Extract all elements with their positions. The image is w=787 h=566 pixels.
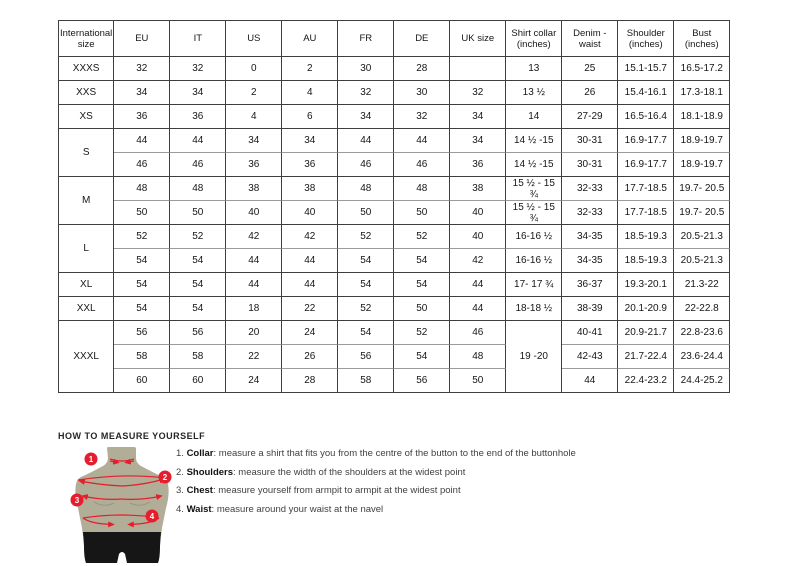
- column-header: DE: [394, 21, 450, 56]
- size-cell: 19.7- 20.5: [674, 200, 730, 224]
- measurement-figure: [58, 446, 188, 566]
- size-cell: 16.5-17.2: [674, 56, 730, 80]
- measure-badge-1: [85, 453, 98, 466]
- size-cell: 26: [562, 80, 618, 104]
- size-cell: 50: [338, 200, 394, 224]
- size-cell: 38: [226, 176, 282, 200]
- size-cell: 44: [450, 272, 506, 296]
- size-cell: 26: [282, 344, 338, 368]
- size-cell: 16.9-17.7: [618, 128, 674, 152]
- size-cell: 0: [226, 56, 282, 80]
- svg-text:4: 4: [149, 512, 155, 521]
- size-cell: 22-22.8: [674, 296, 730, 320]
- size-cell: 42: [226, 224, 282, 248]
- column-header: US: [226, 21, 282, 56]
- measure-item-text: : measure yourself from armpit to armpit at the widest point: [212, 485, 461, 496]
- size-cell: 4: [282, 80, 338, 104]
- measure-badge-2: [159, 471, 172, 484]
- measure-item-number: 1.: [176, 448, 187, 459]
- size-cell: 58: [114, 344, 170, 368]
- size-cell: 44: [338, 128, 394, 152]
- column-header: Shirt collar (inches): [506, 21, 562, 56]
- size-cell: 25: [562, 56, 618, 80]
- size-cell: 44: [282, 248, 338, 272]
- size-cell: 52: [338, 224, 394, 248]
- size-cell: 42-43: [562, 344, 618, 368]
- size-cell: 52: [114, 224, 170, 248]
- column-header: IT: [170, 21, 226, 56]
- measure-badge-3: [71, 494, 84, 507]
- size-cell: 54: [170, 248, 226, 272]
- size-cell: 22.8-23.6: [674, 320, 730, 344]
- size-cell: L: [59, 224, 114, 272]
- size-cell: 56: [338, 344, 394, 368]
- size-cell: 60: [170, 368, 226, 392]
- size-cell: 24: [282, 320, 338, 344]
- size-cell: 54: [338, 248, 394, 272]
- size-cell: 32: [394, 104, 450, 128]
- size-cell: 32: [338, 80, 394, 104]
- size-cell: 38: [450, 176, 506, 200]
- column-header: UK size: [450, 21, 506, 56]
- size-cell: 22.4-23.2: [618, 368, 674, 392]
- size-cell: [450, 56, 506, 80]
- size-cell: 44: [170, 128, 226, 152]
- measure-item-text: : measure a shirt that fits you from the centre of the button to the end of the buttonhole: [213, 448, 576, 459]
- size-cell: 21.7-22.4: [618, 344, 674, 368]
- measure-badge-4: [146, 510, 159, 523]
- column-header: EU: [114, 21, 170, 56]
- size-cell: 34: [450, 104, 506, 128]
- torso-illustration: [58, 446, 188, 566]
- size-cell: 2: [226, 80, 282, 104]
- size-cell: 18.5-19.3: [618, 248, 674, 272]
- size-cell: 44: [114, 128, 170, 152]
- size-cell: 27-29: [562, 104, 618, 128]
- svg-text:2: 2: [162, 473, 168, 482]
- size-cell: 58: [170, 344, 226, 368]
- size-cell: XXS: [59, 80, 114, 104]
- size-cell: 44: [394, 128, 450, 152]
- size-cell: 6: [282, 104, 338, 128]
- size-cell: 2: [282, 56, 338, 80]
- size-cell: 40: [450, 224, 506, 248]
- size-cell: 58: [338, 368, 394, 392]
- size-cell: 54: [394, 272, 450, 296]
- measure-item-number: 2.: [176, 466, 187, 478]
- size-cell: 4: [226, 104, 282, 128]
- size-cell: 44: [450, 296, 506, 320]
- measure-item-text: : measure around your waist at the navel: [211, 503, 384, 515]
- size-cell: 19.3-20.1: [618, 272, 674, 296]
- size-cell: 38: [282, 176, 338, 200]
- size-cell: 28: [282, 368, 338, 392]
- size-cell: 34: [338, 104, 394, 128]
- measure-item-number: 3.: [176, 485, 187, 496]
- size-cell: 54: [170, 296, 226, 320]
- size-cell: 13: [506, 56, 562, 80]
- size-chart-body: [59, 56, 730, 392]
- size-cell: 36: [226, 152, 282, 176]
- shorts-shape: [83, 532, 161, 563]
- size-cell: 48: [450, 344, 506, 368]
- size-cell: 14 ½ -15: [506, 128, 562, 152]
- size-cell: 52: [338, 296, 394, 320]
- size-cell: 34: [282, 128, 338, 152]
- svg-text:3: 3: [74, 496, 80, 505]
- column-header: FR: [338, 21, 394, 56]
- size-cell: 32: [170, 56, 226, 80]
- size-cell: 42: [282, 224, 338, 248]
- measure-item-shoulders: [176, 467, 656, 479]
- size-cell: 15.4-16.1: [618, 80, 674, 104]
- measure-instructions-list: [176, 448, 656, 522]
- size-cell: 32: [114, 56, 170, 80]
- size-cell: 17.7-18.5: [618, 200, 674, 224]
- size-cell: 50: [394, 296, 450, 320]
- size-cell: 17.3-18.1: [674, 80, 730, 104]
- size-cell: 44: [226, 272, 282, 296]
- size-cell: 38-39: [562, 296, 618, 320]
- size-cell: 16.5-16.4: [618, 104, 674, 128]
- size-cell: 18.5-19.3: [618, 224, 674, 248]
- size-cell: 20.5-21.3: [674, 224, 730, 248]
- size-cell: 34-35: [562, 224, 618, 248]
- column-header: Denim - waist: [562, 21, 618, 56]
- size-cell: 48: [338, 176, 394, 200]
- size-cell: 54: [114, 248, 170, 272]
- size-cell: XXXS: [59, 56, 114, 80]
- size-cell: 14: [506, 104, 562, 128]
- size-cell: M: [59, 176, 114, 224]
- size-cell: 40: [282, 200, 338, 224]
- size-cell: 16-16 ½: [506, 248, 562, 272]
- size-cell: 15 ½ - 15 ¾: [506, 200, 562, 224]
- size-cell: 50: [450, 368, 506, 392]
- size-cell: 18: [226, 296, 282, 320]
- size-cell: 36: [114, 104, 170, 128]
- size-cell: 24: [226, 368, 282, 392]
- size-cell: 52: [394, 224, 450, 248]
- measure-item-chest: [176, 485, 656, 497]
- size-cell: S: [59, 128, 114, 176]
- size-cell: 44: [282, 272, 338, 296]
- measure-item-collar: [176, 448, 656, 460]
- size-cell: 18.9-19.7: [674, 128, 730, 152]
- size-cell: 30: [394, 80, 450, 104]
- size-cell: 32-33: [562, 176, 618, 200]
- size-cell: 14 ½ -15: [506, 152, 562, 176]
- size-cell: 22: [282, 296, 338, 320]
- size-cell: 60: [114, 368, 170, 392]
- size-cell: 24.4-25.2: [674, 368, 730, 392]
- size-cell: 34-35: [562, 248, 618, 272]
- measure-item-term: Chest: [186, 485, 213, 496]
- size-cell: 13 ½: [506, 80, 562, 104]
- measure-section-title: HOW TO MEASURE YOURSELF: [58, 431, 206, 441]
- size-cell: 32: [450, 80, 506, 104]
- size-cell: 17.7-18.5: [618, 176, 674, 200]
- size-cell: 40-41: [562, 320, 618, 344]
- size-cell: 54: [338, 320, 394, 344]
- measure-item-waist: [176, 504, 656, 516]
- size-cell: 54: [394, 344, 450, 368]
- size-cell: 46: [394, 152, 450, 176]
- size-cell: 19 -20: [506, 320, 562, 392]
- size-cell: 34: [450, 128, 506, 152]
- size-cell: 20.5-21.3: [674, 248, 730, 272]
- size-cell: 34: [226, 128, 282, 152]
- size-cell: 17- 17 ¾: [506, 272, 562, 296]
- size-cell: 36: [450, 152, 506, 176]
- size-cell: 34: [170, 80, 226, 104]
- size-cell: 52: [394, 320, 450, 344]
- measure-item-text: : measure the width of the shoulders at the widest point: [233, 466, 466, 478]
- size-chart-table: [58, 20, 730, 393]
- size-cell: 18-18 ½: [506, 296, 562, 320]
- size-cell: 44: [562, 368, 618, 392]
- measure-item-term: Shoulders: [186, 466, 234, 478]
- size-cell: 15.1-15.7: [618, 56, 674, 80]
- size-cell: 22: [226, 344, 282, 368]
- svg-text:1: 1: [88, 455, 94, 464]
- size-cell: 46: [170, 152, 226, 176]
- size-cell: 54: [114, 272, 170, 296]
- size-cell: 46: [450, 320, 506, 344]
- size-cell: 48: [114, 176, 170, 200]
- size-cell: 36: [170, 104, 226, 128]
- size-cell: 56: [394, 368, 450, 392]
- size-cell: 15 ½ - 15 ¾: [506, 176, 562, 200]
- size-chart-header: [59, 21, 730, 56]
- size-cell: 46: [338, 152, 394, 176]
- size-cell: 52: [170, 224, 226, 248]
- size-cell: 48: [170, 176, 226, 200]
- size-cell: 50: [170, 200, 226, 224]
- size-cell: 18.9-19.7: [674, 152, 730, 176]
- size-cell: 20.1-20.9: [618, 296, 674, 320]
- size-cell: 32-33: [562, 200, 618, 224]
- size-cell: 46: [114, 152, 170, 176]
- column-header: Bust (inches): [674, 21, 730, 56]
- size-cell: 21.3-22: [674, 272, 730, 296]
- size-cell: 42: [450, 248, 506, 272]
- size-cell: 19.7- 20.5: [674, 176, 730, 200]
- size-cell: 23.6-24.4: [674, 344, 730, 368]
- size-cell: 44: [226, 248, 282, 272]
- size-cell: XXXL: [59, 320, 114, 392]
- size-cell: 36: [282, 152, 338, 176]
- size-cell: XS: [59, 104, 114, 128]
- size-cell: 50: [394, 200, 450, 224]
- size-cell: XL: [59, 272, 114, 296]
- size-cell: 36-37: [562, 272, 618, 296]
- size-cell: 34: [114, 80, 170, 104]
- size-cell: 50: [114, 200, 170, 224]
- size-cell: 56: [170, 320, 226, 344]
- column-header: International size: [59, 21, 114, 56]
- size-cell: 28: [394, 56, 450, 80]
- size-cell: 30: [338, 56, 394, 80]
- size-cell: XXL: [59, 296, 114, 320]
- size-cell: 54: [114, 296, 170, 320]
- size-cell: 56: [114, 320, 170, 344]
- column-header: Shoulder (inches): [618, 21, 674, 56]
- size-cell: 30-31: [562, 128, 618, 152]
- measure-item-number: 4.: [176, 503, 187, 515]
- size-cell: 54: [394, 248, 450, 272]
- size-cell: 20: [226, 320, 282, 344]
- size-cell: 20.9-21.7: [618, 320, 674, 344]
- size-cell: 40: [226, 200, 282, 224]
- measure-item-term: Waist: [186, 503, 212, 515]
- size-cell: 16-16 ½: [506, 224, 562, 248]
- size-cell: 54: [338, 272, 394, 296]
- size-cell: 40: [450, 200, 506, 224]
- measure-item-term: Collar: [186, 448, 214, 459]
- size-cell: 16.9-17.7: [618, 152, 674, 176]
- size-cell: 18.1-18.9: [674, 104, 730, 128]
- size-cell: 30-31: [562, 152, 618, 176]
- column-header: AU: [282, 21, 338, 56]
- size-cell: 48: [394, 176, 450, 200]
- size-cell: 54: [170, 272, 226, 296]
